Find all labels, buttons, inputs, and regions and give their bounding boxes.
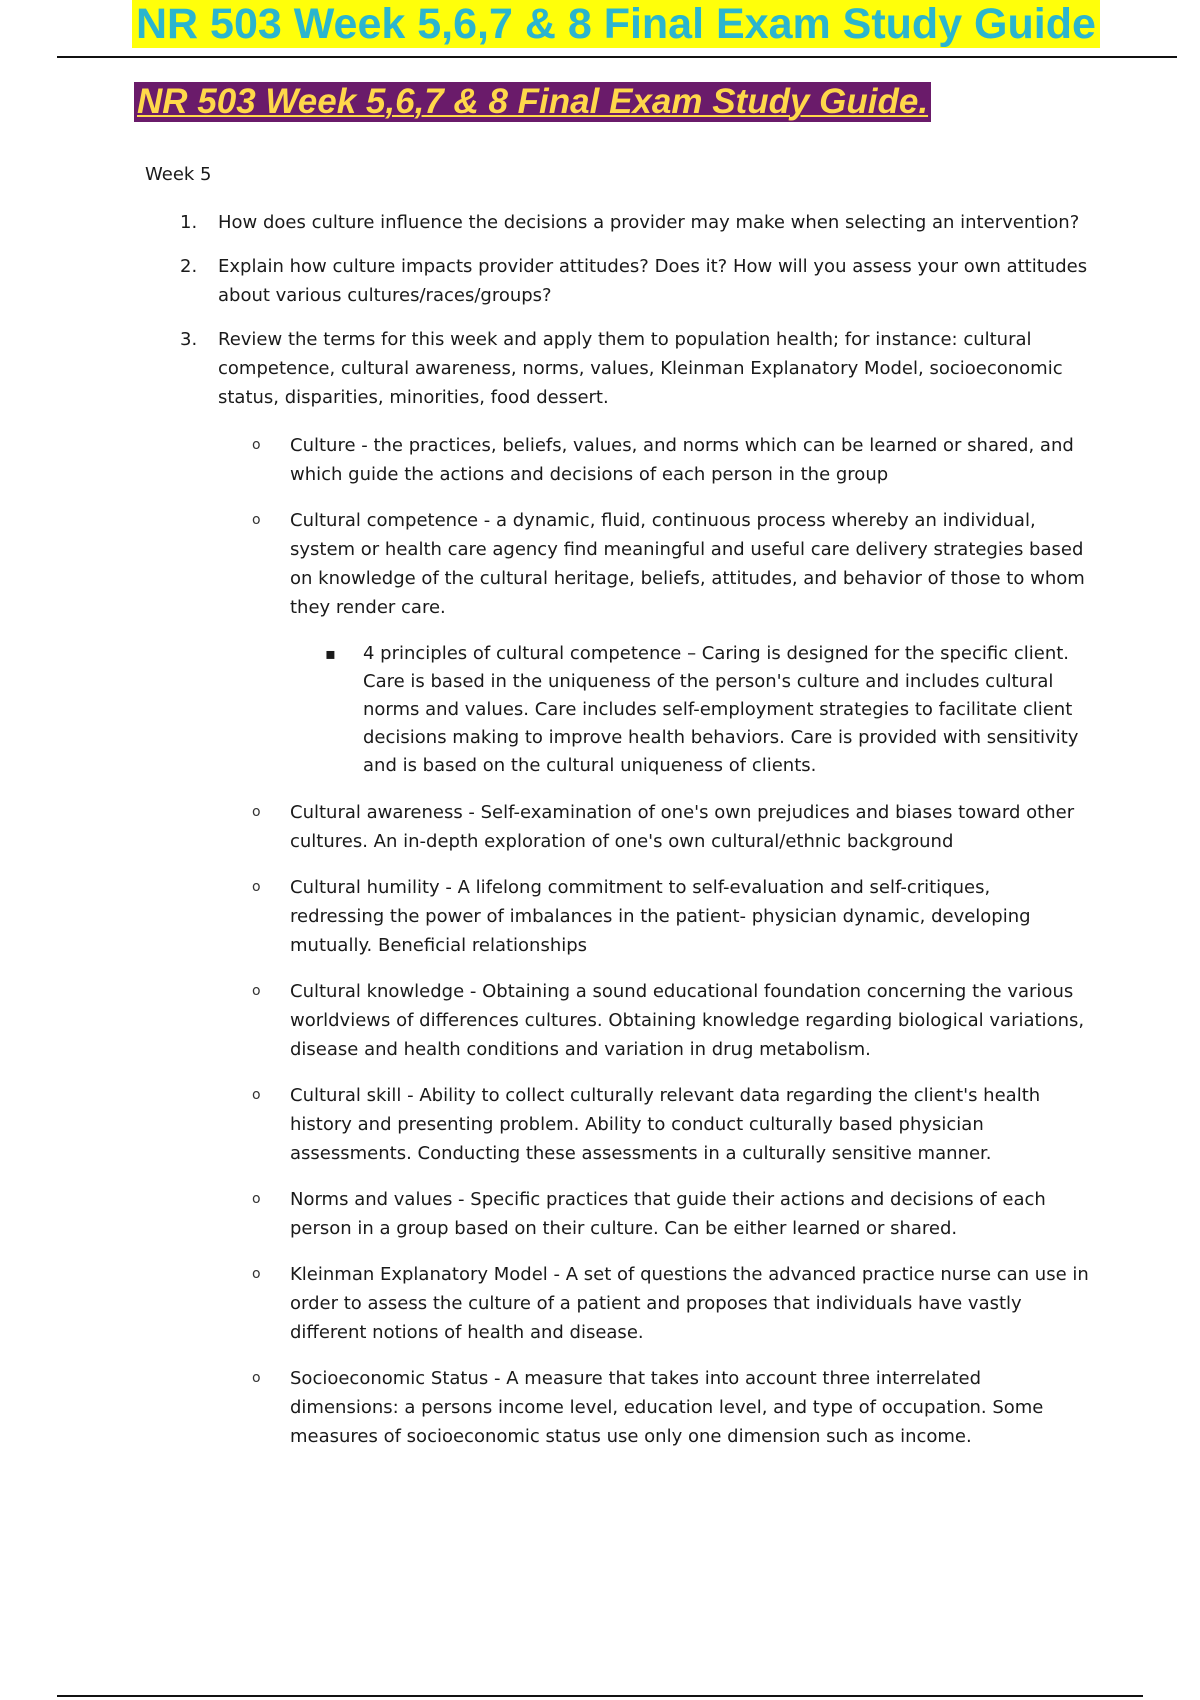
- week-heading: Week 5: [145, 164, 212, 185]
- hollow-bullet-icon: o: [252, 1266, 261, 1282]
- term-text: Cultural skill - Ability to collect culturally relevant data regarding the client's health history and presenting problem. Ability to conduct culturally based physician assessments. Conducting these assessments in a culturally sensitive manner.: [290, 1085, 1041, 1164]
- question-text: Explain how culture impacts provider attitudes? Does it? How will you assess your own attitudes about various cultures/races/groups?: [218, 256, 1088, 306]
- hollow-bullet-icon: o: [252, 983, 261, 999]
- document-subtitle: NR 503 Week 5,6,7 & 8 Final Exam Study Guide.: [134, 82, 931, 122]
- question-text: How does culture influence the decisions a provider may make when selecting an intervention?: [218, 212, 1080, 233]
- header-divider: [57, 56, 1177, 58]
- hollow-bullet-icon: o: [252, 879, 261, 895]
- question-number: 1.: [180, 212, 198, 233]
- question-text: Review the terms for this week and apply them to population health; for instance: cultural competence, cultural awareness, norms, values, Kleinman Explanatory Model, socioeconomic status, disparities, minorities, food dessert.: [218, 329, 1063, 408]
- hollow-bullet-icon: o: [252, 804, 261, 820]
- hollow-bullet-icon: o: [252, 1370, 261, 1386]
- document-title: NR 503 Week 5,6,7 & 8 Final Exam Study Guide: [132, 0, 1100, 48]
- square-bullet-icon: ▪: [325, 644, 336, 663]
- term-text: Kleinman Explanatory Model - A set of questions the advanced practice nurse can use in order to assess the culture of a patient and proposes that individuals have vastly different notions of health and disease.: [290, 1264, 1089, 1343]
- hollow-bullet-icon: o: [252, 1087, 261, 1103]
- term-text: Socioeconomic Status - A measure that takes into account three interrelated dimensions: a persons income level, education level, and type of occupation. Some measures of socioeconomic status use only one dimension such as income.: [290, 1368, 1044, 1447]
- term-text: Cultural competence - a dynamic, fluid, continuous process whereby an individual, system or health care agency find meaningful and useful care delivery strategies based on knowledge of the cultural heritage, beliefs, attitudes, and behavior of those to whom they render care.: [290, 510, 1085, 618]
- question-number: 2.: [180, 256, 198, 277]
- hollow-bullet-icon: o: [252, 437, 261, 453]
- hollow-bullet-icon: o: [252, 1191, 261, 1207]
- term-text: Norms and values - Specific practices that guide their actions and decisions of each person in a group based on their culture. Can be either learned or shared.: [290, 1189, 1046, 1239]
- term-text: Cultural humility - A lifelong commitment to self-evaluation and self-critiques, redressing the power of imbalances in the patient- physician dynamic, developing mutually. Beneficial relationships: [290, 877, 1031, 956]
- footer-divider: [57, 1695, 1143, 1697]
- term-text: Cultural knowledge - Obtaining a sound educational foundation concerning the various worldviews of differences cultures. Obtaining knowledge regarding biological variations, disease and health conditions and variation in drug metabolism.: [290, 981, 1085, 1060]
- question-number: 3.: [180, 329, 198, 350]
- term-text: Culture - the practices, beliefs, values, and norms which can be learned or shared, and which guide the actions and decisions of each person in the group: [290, 435, 1074, 485]
- hollow-bullet-icon: o: [252, 512, 261, 528]
- sub-bullet-text: 4 principles of cultural competence – Caring is designed for the specific client. Care is based in the uniqueness of the person's culture and includes cultural norms and values. Care includes self-employment strategies to facilitate client decisions making to improve health behaviors. Care is provided with sensitivity and is based on the cultural uniqueness of clients.: [363, 643, 1079, 776]
- term-text: Cultural awareness - Self-examination of one's own prejudices and biases toward other cultures. An in-depth exploration of one's own cultural/ethnic background: [290, 802, 1075, 852]
